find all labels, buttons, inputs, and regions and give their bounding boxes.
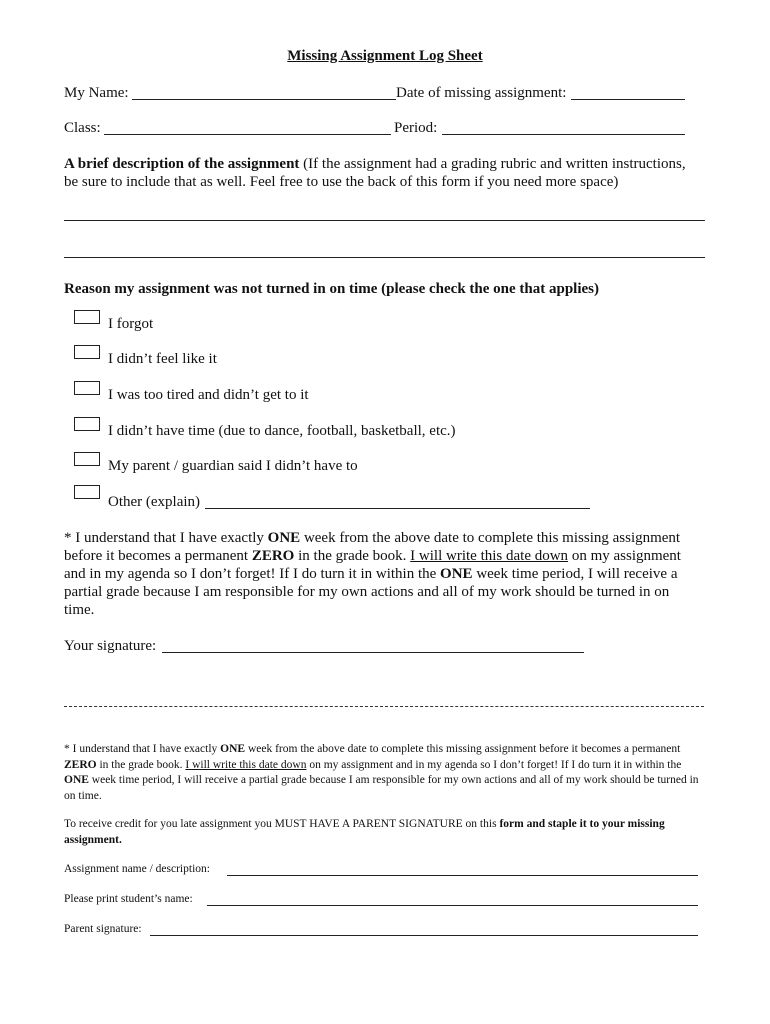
slip-student-name-field[interactable] — [207, 905, 698, 906]
reason-checkbox-too-tired[interactable] — [74, 381, 100, 395]
signature-label: Your signature: — [64, 638, 157, 654]
date-missing-field[interactable] — [571, 99, 685, 100]
reason-option-forgot: I forgot — [108, 316, 154, 332]
class-field[interactable] — [104, 134, 391, 135]
description-note-1: (If the assignment had a grading rubric and written instructions, — [303, 156, 686, 172]
my-name-field[interactable] — [132, 99, 396, 100]
reason-option-parent-said: My parent / guardian said I didn’t have to — [108, 458, 358, 474]
slip-parent-signature-label: Parent signature: — [64, 923, 142, 935]
slip-assignment-field[interactable] — [227, 875, 698, 876]
slip-understand-paragraph: * I understand that I have exactly ONE week from the above date to complete this missing assignment before it becomes a permanent ZERO in the grade book. I will write this date down on my assignment and in my agenda so I don’t forget! If I do turn it in within the ONE week time period, I will receive a partial grade because I am responsible for my own actions and all of my work should be turned in on time. — [64, 743, 699, 802]
description-note-2: be sure to include that as well. Feel free to use the back of this form if you need more space) — [64, 174, 619, 190]
reason-option-didnt-feel: I didn’t feel like it — [108, 351, 217, 367]
date-missing-label: Date of missing assignment: — [396, 85, 567, 101]
period-label: Period: — [394, 120, 438, 136]
reason-heading: Reason my assignment was not turned in on time (please check the one that applies) — [64, 281, 600, 297]
signature-field[interactable] — [162, 652, 584, 653]
description-answer-line-2[interactable] — [64, 257, 705, 258]
period-field[interactable] — [442, 134, 685, 135]
my-name-label: My Name: — [64, 85, 129, 101]
slip-student-name-label: Please print student’s name: — [64, 893, 193, 905]
description-heading: A brief description of the assignment — [64, 156, 300, 172]
reason-checkbox-other[interactable] — [74, 485, 100, 499]
slip-parent-signature-field[interactable] — [150, 935, 698, 936]
reason-option-other: Other (explain) — [108, 494, 201, 510]
reason-checkbox-parent-said[interactable] — [74, 452, 100, 466]
reason-checkbox-no-time[interactable] — [74, 417, 100, 431]
description-answer-line-1[interactable] — [64, 220, 705, 221]
reason-checkbox-didnt-feel[interactable] — [74, 345, 100, 359]
slip-assignment-label: Assignment name / description: — [64, 863, 210, 875]
reason-checkbox-forgot[interactable] — [74, 310, 100, 324]
page-title: Missing Assignment Log Sheet — [287, 48, 483, 64]
reason-option-too-tired: I was too tired and didn’t get to it — [108, 387, 309, 403]
description-line-1 — [64, 155, 686, 173]
understand-paragraph: * I understand that I have exactly ONE week from the above date to complete this missing assignment before it becomes a permanent ZERO in the grade book. I will write this date down on my assignment and in my agenda so I don’t forget! If I do turn it in within the ONE week time period, I will receive a partial grade because I am responsible for my own actions and all of my work should be turned in on time. — [64, 530, 681, 618]
cut-line-divider — [64, 706, 704, 707]
slip-credit-instructions: To receive credit for you late assignment you MUST HAVE A PARENT SIGNATURE on this form and staple it to your missing assignment. — [64, 818, 665, 846]
other-explain-field[interactable] — [205, 508, 590, 509]
class-label: Class: — [64, 120, 101, 136]
reason-option-no-time: I didn’t have time (due to dance, football, basketball, etc.) — [108, 423, 456, 439]
